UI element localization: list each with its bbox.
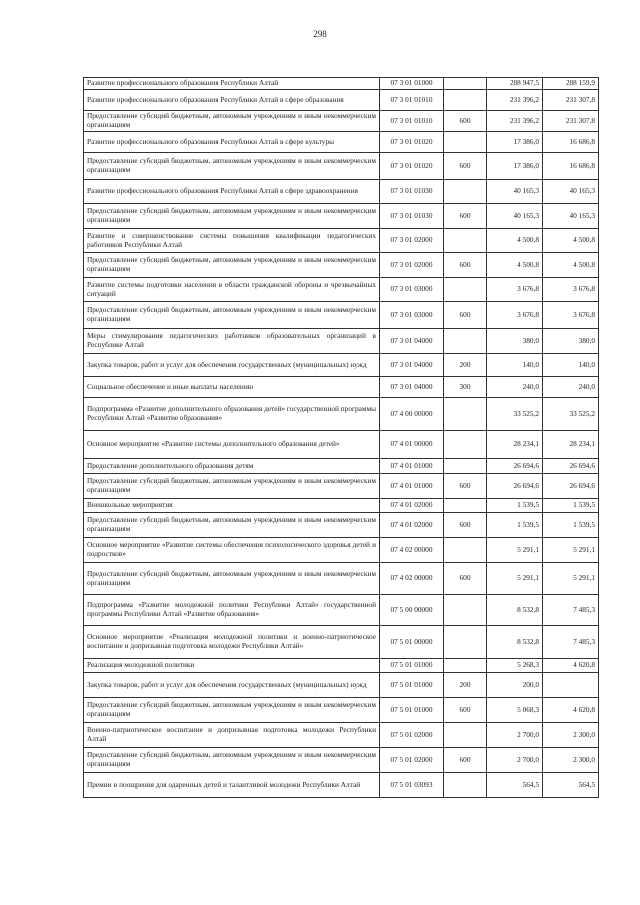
- table-row: [84, 132, 599, 153]
- row-name-cell: Предоставление субсидий бюджетным, автономным учреждениям и иным некоммерческим организациям: [84, 698, 380, 723]
- row-expense-type-cell: [444, 278, 487, 302]
- row-code-cell: 07 3 01 03000: [380, 278, 444, 302]
- row-amount-1-cell: 1 539,5: [487, 499, 543, 513]
- row-name-cell: Развитие профессионального образования Республики Алтай в сфере образования: [84, 90, 380, 111]
- table-row: [84, 698, 599, 723]
- row-code-cell: 07 5 01 01000: [380, 673, 444, 698]
- row-name-cell: Предоставление субсидий бюджетным, автономным учреждениям и иным некоммерческим организациям: [84, 748, 380, 773]
- row-amount-1-cell: 40 165,3: [487, 204, 543, 229]
- table-row: [84, 673, 599, 698]
- row-amount-1-cell: 5 268,3: [487, 659, 543, 673]
- row-amount-1-cell: 2 700,0: [487, 748, 543, 773]
- row-expense-type-cell: 300: [444, 377, 487, 398]
- row-expense-type-cell: [444, 595, 487, 626]
- row-expense-type-cell: 600: [444, 153, 487, 180]
- row-code-cell: 07 5 01 02000: [380, 723, 444, 748]
- row-code-cell: 07 3 01 02000: [380, 253, 444, 278]
- row-code-cell: 07 3 01 01010: [380, 111, 444, 132]
- table-row: [84, 723, 599, 748]
- row-expense-type-cell: [444, 659, 487, 673]
- row-amount-1-cell: 231 396,2: [487, 90, 543, 111]
- row-amount-1-cell: 3 676,8: [487, 278, 543, 302]
- row-amount-1-cell: 5 291,1: [487, 538, 543, 563]
- row-code-cell: 07 4 01 00000: [380, 431, 444, 459]
- row-amount-2-cell: 3 676,8: [543, 302, 599, 329]
- row-name-cell: Закупка товаров, работ и услуг для обеспечения государственных (муниципальных) нужд: [84, 354, 380, 377]
- row-amount-2-cell: 564,5: [543, 773, 599, 798]
- table-row: [84, 398, 599, 431]
- row-amount-2-cell: 380,0: [543, 329, 599, 354]
- row-expense-type-cell: [444, 329, 487, 354]
- row-amount-1-cell: 5 068,3: [487, 698, 543, 723]
- budget-table: [83, 77, 599, 798]
- row-name-cell: Развитие профессионального образования Республики Алтай: [84, 78, 380, 90]
- row-name-cell: Предоставление субсидий бюджетным, автономным учреждениям и иным некоммерческим организациям: [84, 513, 380, 538]
- table-row: [84, 538, 599, 563]
- row-amount-2-cell: 16 686,8: [543, 132, 599, 153]
- row-amount-2-cell: 4 620,8: [543, 698, 599, 723]
- table-row: [84, 377, 599, 398]
- row-name-cell: Социальное обеспечение и иные выплаты населению: [84, 377, 380, 398]
- row-amount-1-cell: 231 396,2: [487, 111, 543, 132]
- row-amount-2-cell: 26 694,6: [543, 459, 599, 474]
- row-code-cell: 07 3 01 01020: [380, 132, 444, 153]
- row-expense-type-cell: 600: [444, 253, 487, 278]
- row-name-cell: Предоставление субсидий бюджетным, автономным учреждениям и иным некоммерческим организациям: [84, 253, 380, 278]
- row-amount-2-cell: 26 694,6: [543, 474, 599, 499]
- row-code-cell: 07 3 01 01000: [380, 78, 444, 90]
- table-row: [84, 329, 599, 354]
- row-amount-2-cell: 33 525,2: [543, 398, 599, 431]
- row-expense-type-cell: [444, 229, 487, 253]
- row-amount-2-cell: 28 234,1: [543, 431, 599, 459]
- row-amount-2-cell: 231 307,8: [543, 111, 599, 132]
- row-code-cell: 07 3 01 04000: [380, 354, 444, 377]
- row-name-cell: Предоставление субсидий бюджетным, автономным учреждениям и иным некоммерческим организациям: [84, 302, 380, 329]
- table-row: [84, 153, 599, 180]
- row-expense-type-cell: [444, 90, 487, 111]
- table-row: [84, 431, 599, 459]
- row-amount-1-cell: 3 676,8: [487, 302, 543, 329]
- row-name-cell: Подпрограмма «Развитие молодежной политики Республики Алтай» государственной программы Республики Алтай «Развитие образования»: [84, 595, 380, 626]
- row-amount-1-cell: 26 694,6: [487, 474, 543, 499]
- table-row: [84, 253, 599, 278]
- row-code-cell: 07 3 01 04000: [380, 329, 444, 354]
- row-amount-2-cell: 1 539,5: [543, 513, 599, 538]
- table-row: [84, 474, 599, 499]
- row-expense-type-cell: 600: [444, 513, 487, 538]
- row-expense-type-cell: [444, 499, 487, 513]
- row-expense-type-cell: 600: [444, 563, 487, 595]
- row-name-cell: Реализация молодежной политики: [84, 659, 380, 673]
- row-name-cell: Меры стимулирования педагогических работников образовательных организаций в Республике Алтай: [84, 329, 380, 354]
- row-amount-1-cell: 28 234,1: [487, 431, 543, 459]
- row-expense-type-cell: [444, 431, 487, 459]
- row-name-cell: Основное мероприятие «Развитие системы дополнительного образования детей»: [84, 431, 380, 459]
- row-code-cell: 07 4 01 02000: [380, 513, 444, 538]
- row-code-cell: 07 4 00 00000: [380, 398, 444, 431]
- row-amount-2-cell: [543, 673, 599, 698]
- row-amount-2-cell: 4 500,8: [543, 229, 599, 253]
- row-name-cell: Предоставление субсидий бюджетным, автономным учреждениям и иным некоммерческим организациям: [84, 474, 380, 499]
- row-code-cell: 07 5 00 00000: [380, 595, 444, 626]
- table-row: [84, 354, 599, 377]
- row-expense-type-cell: [444, 459, 487, 474]
- row-code-cell: 07 5 01 01000: [380, 659, 444, 673]
- table-row: [84, 513, 599, 538]
- row-expense-type-cell: 600: [444, 302, 487, 329]
- table-row: [84, 78, 599, 90]
- row-code-cell: 07 3 01 03000: [380, 302, 444, 329]
- row-expense-type-cell: [444, 398, 487, 431]
- row-code-cell: 07 3 01 04000: [380, 377, 444, 398]
- row-code-cell: 07 3 01 01030: [380, 204, 444, 229]
- row-amount-2-cell: 288 159,9: [543, 78, 599, 90]
- row-expense-type-cell: [444, 626, 487, 659]
- row-amount-2-cell: 4 620,8: [543, 659, 599, 673]
- row-amount-1-cell: 2 700,0: [487, 723, 543, 748]
- budget-table-body: [84, 78, 599, 798]
- row-expense-type-cell: 600: [444, 748, 487, 773]
- row-amount-1-cell: 4 500,8: [487, 253, 543, 278]
- table-row: [84, 302, 599, 329]
- row-amount-2-cell: 231 307,8: [543, 90, 599, 111]
- row-amount-2-cell: 2 300,0: [543, 723, 599, 748]
- row-expense-type-cell: 600: [444, 111, 487, 132]
- row-amount-2-cell: 140,0: [543, 354, 599, 377]
- row-amount-2-cell: 5 291,1: [543, 538, 599, 563]
- row-name-cell: Закупка товаров, работ и услуг для обеспечения государственных (муниципальных) нужд: [84, 673, 380, 698]
- row-expense-type-cell: 200: [444, 673, 487, 698]
- table-row: [84, 595, 599, 626]
- row-name-cell: Развитие профессионального образования Республики Алтай в сфере здравоохранения: [84, 180, 380, 204]
- row-amount-1-cell: 26 694,6: [487, 459, 543, 474]
- table-row: [84, 278, 599, 302]
- row-name-cell: Основное мероприятие «Реализация молодежной политики и военно-патриотическое воспитание и допризывная подготовка молодежи Республики Алтай»: [84, 626, 380, 659]
- row-amount-1-cell: 8 532,8: [487, 595, 543, 626]
- row-amount-1-cell: 380,0: [487, 329, 543, 354]
- row-amount-1-cell: 33 525,2: [487, 398, 543, 431]
- table-row: [84, 659, 599, 673]
- row-code-cell: 07 4 01 02000: [380, 499, 444, 513]
- row-amount-1-cell: 200,0: [487, 673, 543, 698]
- row-name-cell: Предоставление дополнительного образования детям: [84, 459, 380, 474]
- row-name-cell: Предоставление субсидий бюджетным, автономным учреждениям и иным некоммерческим организациям: [84, 204, 380, 229]
- row-code-cell: 07 3 01 01020: [380, 153, 444, 180]
- row-expense-type-cell: 600: [444, 698, 487, 723]
- row-amount-2-cell: 1 539,5: [543, 499, 599, 513]
- row-amount-2-cell: 40 165,3: [543, 180, 599, 204]
- table-row: [84, 459, 599, 474]
- row-amount-1-cell: 564,5: [487, 773, 543, 798]
- table-row: [84, 773, 599, 798]
- row-amount-2-cell: 3 676,8: [543, 278, 599, 302]
- row-amount-2-cell: 16 686,8: [543, 153, 599, 180]
- table-row: [84, 626, 599, 659]
- table-row: [84, 563, 599, 595]
- row-expense-type-cell: [444, 132, 487, 153]
- row-code-cell: 07 4 02 00000: [380, 538, 444, 563]
- row-amount-1-cell: 5 291,1: [487, 563, 543, 595]
- row-amount-1-cell: 288 947,5: [487, 78, 543, 90]
- table-row: [84, 229, 599, 253]
- row-expense-type-cell: 600: [444, 204, 487, 229]
- row-code-cell: 07 5 01 01000: [380, 698, 444, 723]
- row-name-cell: Военно-патриотическое воспитание и допризывная подготовка молодежи Республики Алтай: [84, 723, 380, 748]
- row-code-cell: 07 4 01 01000: [380, 474, 444, 499]
- table-row: [84, 90, 599, 111]
- row-amount-2-cell: 7 485,3: [543, 626, 599, 659]
- row-amount-1-cell: 17 386,0: [487, 132, 543, 153]
- row-name-cell: Основное мероприятие «Развитие системы обеспечения психологического здоровья детей и подростков»: [84, 538, 380, 563]
- row-code-cell: 07 5 01 02000: [380, 748, 444, 773]
- row-expense-type-cell: 600: [444, 474, 487, 499]
- row-code-cell: 07 5 01 03093: [380, 773, 444, 798]
- row-name-cell: Предоставление субсидий бюджетным, автономным учреждениям и иным некоммерческим организациям: [84, 563, 380, 595]
- table-row: [84, 499, 599, 513]
- row-amount-1-cell: 140,0: [487, 354, 543, 377]
- row-amount-2-cell: 240,0: [543, 377, 599, 398]
- row-expense-type-cell: [444, 723, 487, 748]
- row-amount-2-cell: 4 500,8: [543, 253, 599, 278]
- table-row: [84, 748, 599, 773]
- row-amount-1-cell: 17 386,0: [487, 153, 543, 180]
- row-code-cell: 07 5 01 00000: [380, 626, 444, 659]
- page-number: 298: [313, 29, 327, 39]
- row-amount-1-cell: 4 500,8: [487, 229, 543, 253]
- row-expense-type-cell: [444, 78, 487, 90]
- row-amount-1-cell: 1 539,5: [487, 513, 543, 538]
- row-amount-2-cell: 7 485,3: [543, 595, 599, 626]
- row-name-cell: Развитие и совершенствование системы повышения квалификации педагогических работников Республики Алтай: [84, 229, 380, 253]
- row-expense-type-cell: 200: [444, 354, 487, 377]
- row-expense-type-cell: [444, 773, 487, 798]
- row-expense-type-cell: [444, 180, 487, 204]
- row-code-cell: 07 4 02 00000: [380, 563, 444, 595]
- row-amount-2-cell: 40 165,3: [543, 204, 599, 229]
- row-name-cell: Предоставление субсидий бюджетным, автономным учреждениям и иным некоммерческим организациям: [84, 153, 380, 180]
- row-name-cell: Развитие системы подготовки населения в области гражданской обороны и чрезвычайных ситуаций: [84, 278, 380, 302]
- row-name-cell: Предоставление субсидий бюджетным, автономным учреждениям и иным некоммерческим организациям: [84, 111, 380, 132]
- table-row: [84, 204, 599, 229]
- row-amount-1-cell: 40 165,3: [487, 180, 543, 204]
- table-row: [84, 180, 599, 204]
- row-amount-2-cell: 2 300,0: [543, 748, 599, 773]
- row-code-cell: 07 3 01 01010: [380, 90, 444, 111]
- table-row: [84, 111, 599, 132]
- row-code-cell: 07 4 01 01000: [380, 459, 444, 474]
- row-expense-type-cell: [444, 538, 487, 563]
- row-name-cell: Развитие профессионального образования Республики Алтай в сфере культуры: [84, 132, 380, 153]
- row-amount-2-cell: 5 291,1: [543, 563, 599, 595]
- row-name-cell: Премии и поощрения для одаренных детей и талантливой молодежи Республики Алтай: [84, 773, 380, 798]
- row-code-cell: 07 3 01 01030: [380, 180, 444, 204]
- row-amount-1-cell: 240,0: [487, 377, 543, 398]
- row-amount-1-cell: 8 532,8: [487, 626, 543, 659]
- row-code-cell: 07 3 01 02000: [380, 229, 444, 253]
- row-name-cell: Подпрограмма «Развитие дополнительного образования детей» государственной программы Республики Алтай «Развитие образования»: [84, 398, 380, 431]
- row-name-cell: Внешкольные мероприятия: [84, 499, 380, 513]
